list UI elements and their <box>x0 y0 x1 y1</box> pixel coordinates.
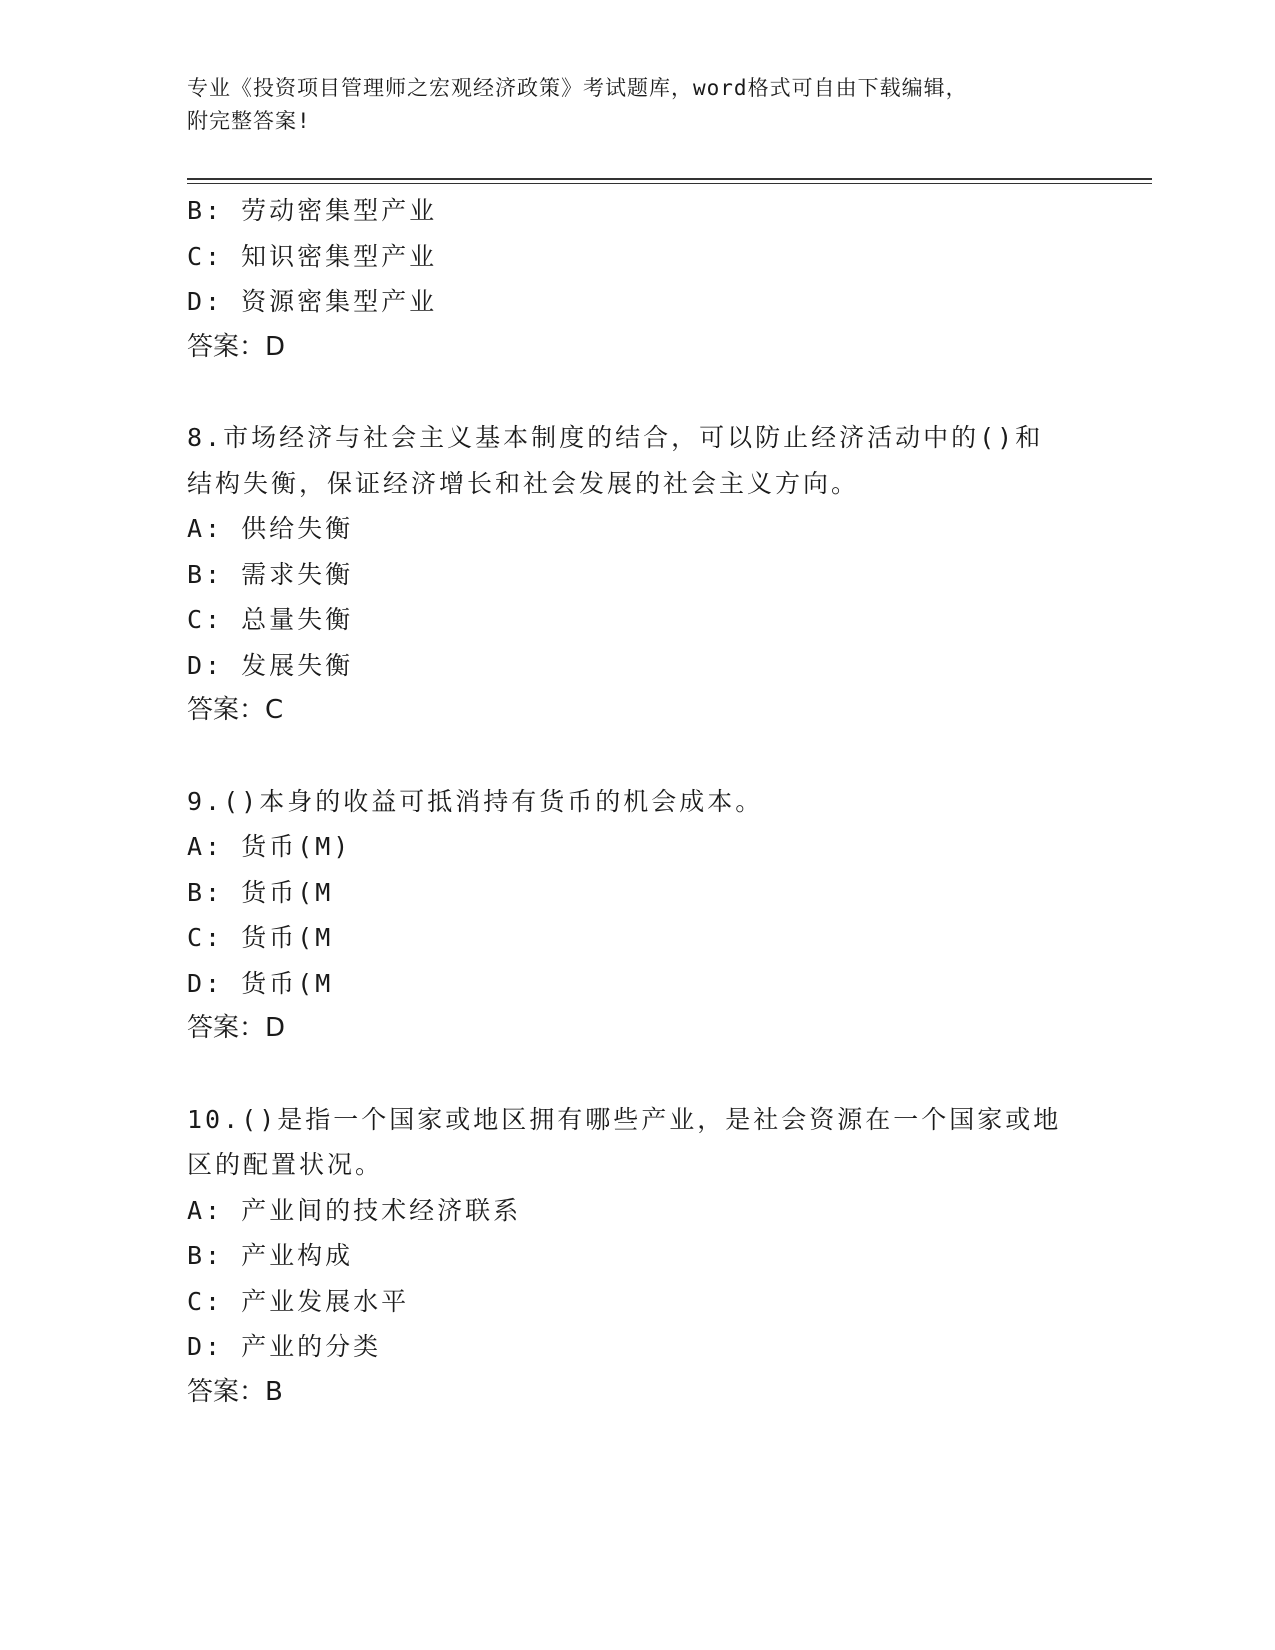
option-b: B: 货币(M <box>187 877 334 907</box>
question-stem-line-1: 10.()是指一个国家或地区拥有哪些产业，是社会资源在一个国家或地 <box>187 1104 1062 1134</box>
option-b: B: 劳动密集型产业 <box>187 196 438 225</box>
document-header <box>187 72 1087 138</box>
option-c: C: 总量失衡 <box>187 605 354 634</box>
option-c: C: 知识密集型产业 <box>187 241 438 271</box>
question-10 <box>187 1097 1087 1416</box>
question-stem-line-1: 8.市场经济与社会主义基本制度的结合，可以防止经济活动中的()和 <box>187 423 1044 452</box>
answer: 答案：B <box>187 1376 283 1407</box>
option-b: B: 产业构成 <box>187 1241 354 1270</box>
question-stem-line-2: 区的配置状况。 <box>187 1150 384 1179</box>
option-d: D: 货币(M <box>187 968 334 998</box>
answer: 答案：D <box>187 1013 286 1043</box>
header-line-2: 附完整答案! <box>187 109 311 133</box>
question-stem-line-1: 9.()本身的收益可抵消持有货币的机会成本。 <box>187 786 764 816</box>
header-divider <box>187 178 1152 184</box>
question-7 <box>187 188 1087 370</box>
spacer <box>187 370 1087 415</box>
option-d: D: 产业的分类 <box>187 1332 382 1361</box>
option-c: C: 产业发展水平 <box>187 1286 410 1316</box>
question-8 <box>187 415 1087 734</box>
spacer <box>187 734 1087 779</box>
answer: 答案：C <box>187 695 284 725</box>
option-b: B: 需求失衡 <box>187 559 354 589</box>
spacer <box>187 1052 1087 1097</box>
option-a: A: 货币(M) <box>187 832 352 861</box>
option-a: A: 供给失衡 <box>187 514 354 543</box>
answer: 答案：D <box>187 331 286 362</box>
option-c: C: 货币(M <box>187 923 334 952</box>
question-9 <box>187 779 1087 1052</box>
header-line-1: 专业《投资项目管理师之宏观经济政策》考试题库，word格式可自由下载编辑， <box>187 76 968 100</box>
question-stem-line-2: 结构失衡，保证经济增长和社会发展的社会主义方向。 <box>187 468 860 498</box>
option-d: D: 发展失衡 <box>187 650 354 680</box>
option-a: A: 产业间的技术经济联系 <box>187 1195 522 1225</box>
question-list <box>187 188 1087 1415</box>
option-d: D: 资源密集型产业 <box>187 287 438 316</box>
